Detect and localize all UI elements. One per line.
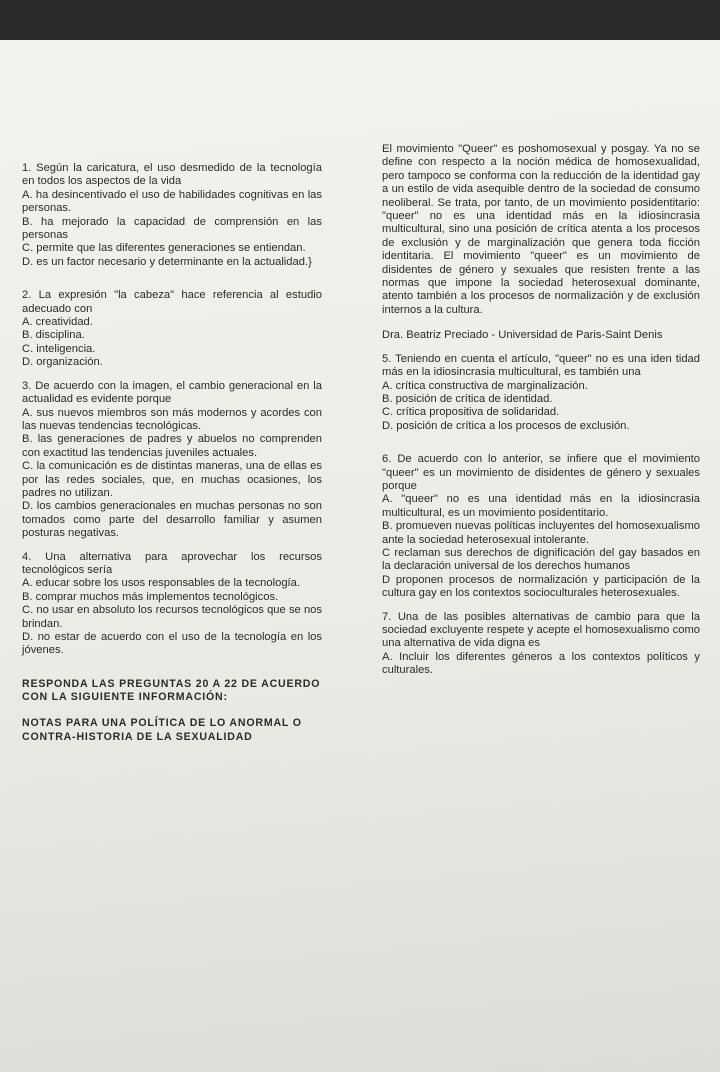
section-instruction: RESPONDA LAS PREGUNTAS 20 A 22 DE ACUERDO CON LA SIGUIENTE INFORMACIÓN: (22, 677, 321, 704)
option-c: C. crítica propositiva de solidaridad. (382, 406, 560, 419)
option-d: D. no estar de acuerdo con el uso de la tecnología en los jóvenes. (22, 631, 322, 657)
left-column (22, 162, 322, 756)
option-a: A. creatividad. (22, 316, 93, 329)
question-stem: 5. Teniendo en cuenta el artículo, "queer" no es una iden tidad más en la idiosincrasia multicultural, es también una (382, 352, 700, 379)
option-a: A. Incluir los diferentes géneros a los contextos políticos y culturales. (382, 650, 700, 677)
option-d: D. es un factor necesario y determinante en la actualidad.} (22, 255, 312, 268)
option-a: A. sus nuevos miembros son más modernos y acordes con las nuevas tendencias tecnológicas. (22, 406, 322, 432)
right-column (382, 143, 700, 688)
question-6 (382, 453, 700, 600)
option-c: C. permite que las diferentes generaciones se entiendan. (22, 242, 306, 255)
option-d: D proponen procesos de normalización y participación de la cultura gay en los contextos socioculturales heterosexuales. (382, 573, 700, 600)
question-1 (22, 162, 322, 269)
option-a: A. "queer" no es una identidad más en la idiosincrasia multicultural, es un movimiento posidentitario. (382, 493, 700, 519)
question-7 (382, 611, 700, 678)
reading-passage: El movimiento "Queer" es poshomosexual y posgay. Ya no se define con respecto a la noción médica de homosexualidad, pero tampoco se conforma con la reducción de la identidad gay a un estilo de vida asequible dentro de la sociedad de consumo neoliberal. Se trata, por tanto, de un movimiento posidentitario: "queer" no es una identidad más en la idiosincrasia multicultural, sino una posición de crítica atenta a los procesos de exclusión y de marginalización que genera toda ficción identitaria. El movimiento "queer" es un movimiento de disidentes de género y sexuales que resisten frente a las normas que impone la sociedad heterosexual dominante, atento también a los procesos de normalización y de exclusión internos a la cultura. (382, 143, 700, 316)
option-c: C. inteligencia. (22, 342, 96, 355)
option-d: D. posición de crítica a los procesos de exclusión. (382, 419, 630, 432)
question-3 (22, 380, 322, 541)
option-c: C. no usar en absoluto los recursos tecnológicos que se nos brindan. (22, 604, 322, 630)
question-5 (382, 353, 700, 433)
option-d: D. organización. (22, 356, 103, 369)
option-b: B. disciplina. (22, 329, 85, 342)
question-stem: 4. Una alternativa para aprovechar los recursos tecnológicos sería (22, 550, 322, 576)
option-b: B. las generaciones de padres y abuelos no comprenden con exactitud las tendencias juveniles actuales. (22, 433, 322, 459)
question-4 (22, 551, 322, 658)
passage-author: Dra. Beatriz Preciado - Universidad de Paris-Saint Denis (382, 329, 663, 342)
question-stem: 1. Según la caricatura, el uso desmedido de la tecnología en todos los aspectos de la vida (22, 162, 322, 188)
option-b: B. posición de crítica de identidad. (382, 392, 553, 405)
question-stem: 6. De acuerdo con lo anterior, se infiere que el movimiento "queer" es un movimiento de disidentes de género y sexuales porque (382, 453, 700, 492)
question-2 (22, 289, 322, 369)
option-a: A. crítica constructiva de marginalización. (382, 379, 588, 392)
question-stem: 2. La expresión "la cabeza" hace referencia al estudio adecuado con (22, 289, 322, 315)
question-stem: 3. De acuerdo con la imagen, el cambio generacional en la actualidad es evidente porque (22, 379, 322, 406)
option-a: A. ha desincentivado el uso de habilidades cognitivas en las personas. (22, 188, 322, 215)
question-stem: 7. Una de las posibles alternativas de cambio para que la sociedad excluyente respete y acepte el homosexualismo como una alternativa de vida digna es (382, 610, 700, 650)
reading-title: NOTAS PARA UNA POLÍTICA DE LO ANORMAL O CONTRA-HISTORIA DE LA SEXUALIDAD (22, 717, 302, 743)
exam-page (0, 40, 720, 1072)
option-b: B. promueven nuevas políticas incluyentes del homosexualismo ante la sociedad heterosexual intolerante. (382, 520, 700, 546)
option-b: B. comprar muchos más implementos tecnológicos. (22, 590, 279, 603)
option-c: C. la comunicación es de distintas maneras, una de ellas es por las redes sociales, que, en muchas ocasiones, los padres no utilizan. (22, 460, 322, 499)
option-a: A. educar sobre los usos responsables de la tecnología. (22, 577, 300, 590)
option-c: C reclaman sus derechos de dignificación del gay basados en la declaración universal de los derechos humanos (382, 546, 700, 573)
option-b: B. ha mejorado la capacidad de comprensión en las personas (22, 215, 322, 242)
option-d: D. los cambios generacionales en muchas personas no son tomados como parte del desarrollo familiar y asumen posturas negativas. (22, 500, 322, 540)
